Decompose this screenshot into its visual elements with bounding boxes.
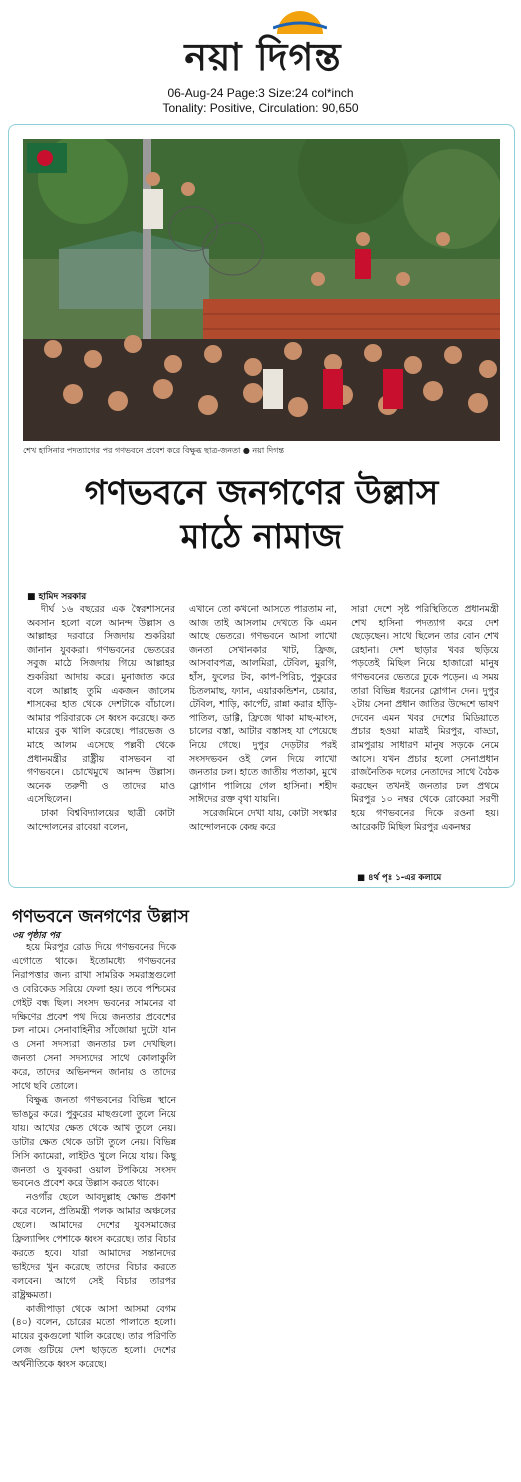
paragraph: নওগাঁর ছেলে আবদুল্লাহ ক্ষোভ প্রকাশ করে বলেন, প্রতিমন্ত্রী পলক আমার অঞ্চলের ছেলে। আমাদের দেশের যুবসমাজের ফ্রিল্যান্সিং পেশাকে ধ্বংস করেছে। তার বিচার করতে হবে। যারা আমাদের সন্তানদের ভাইদের খুন করেছে তাদের বিচার করতে বলবেন। আগে সেই বিচার তারপর রাষ্ট্রক্ষমতা।	[12, 1192, 176, 1301]
jump-subtitle: ৩য় পৃষ্ঠার পর	[12, 931, 61, 941]
clipping-header	[0, 0, 521, 118]
clipping-meta-tonality: Tonality: Positive, Circulation: 90,650	[162, 101, 359, 115]
article-headline	[9, 471, 514, 559]
newspaper-logo	[118, 8, 408, 80]
article-card	[8, 124, 515, 888]
jump-body	[12, 941, 176, 1372]
continued-note: ■ ৪র্থ পৃঃ ১-এর কলামে	[357, 873, 442, 883]
photo-caption: শেখ হাসিনার পদত্যাগের পর গণভবনে প্রবেশ করে বিক্ষুব্ধ ছাত্র-জনতা ● নয়া দিগন্ত	[23, 446, 285, 455]
crowd-photo-illustration	[23, 139, 500, 441]
news-photo	[23, 139, 500, 441]
paragraph: সারা দেশে সৃষ্ট পরিস্থিতিতে প্রধানমন্ত্রী শেখ হাসিনা পদত্যাগ করে দেশ ছেড়েছেন। সাথে ছিলেন তার বোন শেখ রেহানা। দেশ ছাড়ার খবর ছড়িয়ে পড়তেই মিছিল নিয়ে হাজারো মানুষ গণভবনের ভেতরে ঢুকে পড়েন। এ সময় তারা বিভিন্ন ধরনের স্লোগান দেন। দুপুর ২টায় সেনা প্রধান জাতির উদ্দেশে ভাষণ দেবেন এমন খবর দেশের মিডিয়াতে প্রচার হওয়া মাত্রই মিরপুর, বাড্ডা, রামপুরায় সাধারণ মানুষ সড়কে নেমে আসে। যখন প্রচার হলো সেনাপ্রধান রাজনৈতিক দলের নেতাদের সাথে বৈঠক করছেন তখনই জনতার ঢল প্রথমে মিরপুর ১০ নম্বর থেকে রোকেয়া সরণী হয়ে গণভবনের দিকে রওনা হয়। আরেকটি মিছিল মিরপুর একনম্বর	[351, 604, 499, 833]
paragraph: দীর্ঘ ১৬ বছরের এক স্বৈরশাসনের অবসান হলো বলে আনন্দ উল্লাস ও আল্লাহর দরবারে সিজদায় শুকরিয়া জানান যুবকরা। গণভবনের ভেতরের সবুজ মাঠে সিজদায় গিয়ে আল্লাহর শুকরিয়া আদায় করে। মুনাজাত করে বলে আল্লাহ তুমি একজন জালেম শাসকের হাত থেকে দেশটাকে বাঁচালে। আমার পরিবারকে সে ধ্বংস করেছে। কত মায়ের বুক খালি করেছে। পারভেজ ও মাহে আলম এসেছে পল্লবী থেকে প্রধানমন্ত্রীর রাষ্ট্রীয় বাসভবন বা গণভবনে। চোখেমুখে আনন্দ উল্লাস। অনেক তরুণী ও তাদের মাও এসেছিলেন।	[27, 604, 175, 806]
byline: ■ হামিদ সরকার	[27, 592, 87, 602]
headline-line-2: মাঠে নামাজ	[180, 517, 343, 557]
paragraph: বিক্ষুব্ধ জনতা গণভবনের বিভিন্ন স্থানে ভাঙচুর করে। পুকুরের মাছগুলো তুলে নিয়ে যায়। আখের ক্ষেত থেকে আখ তুলে নেয়। ডাটার ক্ষেত থেকে ডাটা তুলে নেয়। বিভিন্ন সিসি ক্যামেরা, লাইটও খুলে নিয়ে যায়। কিছু জনতা ও যুবকরা ওয়াল টপকিয়ে সংসদ ভবনেও প্রবেশ করে উল্লাস করতে থাকে।	[12, 1094, 176, 1190]
article-column-2	[189, 603, 337, 873]
clipping-meta-date: 06-Aug-24 Page:3 Size:24 col*inch	[167, 86, 354, 100]
article-column-1	[27, 603, 175, 873]
logo-text: নয়া দিগন্ত	[184, 35, 342, 79]
paragraph: সরেজমিনে দেখা যায়, কোটা সংস্কার আন্দোলনকে কেন্দ্র করে	[189, 807, 337, 833]
paragraph: কাজীপাড়া থেকে আসা আসমা বেগম (৪০) বলেন, চোরের মতো পালাতে হলো। মায়ের বুকগুলো খালি করেছে। তার পরিণতি লেজ গুটিয়ে দেশ ছাড়তে হলো। দেশের অর্থনীতিকে ধ্বংস করেছে।	[12, 1303, 176, 1371]
headline-line-1: গণভবনে জনগণের উল্লাস	[84, 473, 439, 513]
article-body	[27, 603, 499, 873]
paragraph: হয়ে মিরপুর রোড দিয়ে গণভবনের দিকে এগোতে থাকে। ইতোমধ্যে গণভবনের নিরাপত্তার জন্য রাখা সামরিক সমরাস্ত্রগুলো ও বেরিকেড সরিয়ে ফেলা হয়। তবে পশ্চিমের গেইট বন্ধ ছিল। সংসদ ভবনের সামনের বা দক্ষিণের প্রবেশ পথ দিয়ে জনতার প্রবেশের ঢল নামে। সেনাবাহিনীর সাঁজোয়া দুটো যান ও সেনা সদস্যরা জনতার ঢল দেখছিল। জনতা সেনা সদস্যদের সাথে কোলাকুলি করে, তাদের অভিনন্দন জানায় ও তাদের সাথে ছবি তোলে।	[12, 942, 176, 1093]
article-column-3	[351, 603, 499, 873]
jump-headline: গণভবনে জনগণের উল্লাস	[12, 907, 189, 927]
paragraph: ঢাকা বিশ্ববিদ্যালয়ের ছাত্রী কোটা আন্দোলনের রাবেয়া বলেন,	[27, 807, 175, 833]
paragraph: এখানে তো কখনো আসতে পারতাম না, আজ তাই আসলাম দেখতে কি এমন আছে ভেতরে। গণভবনে আসা লাখো জনতা সেখানকার খাট, ফ্রিজ, আসবাবপত্র, আলমিরা, টেবিল, মুরগি, হাঁস, ফুলের টব, কাপ-পিরিচ, পুকুরের চিতলমাছ, ফ্যান, এয়ারকন্ডিশন, চেয়ার, টেবিল, শাড়ি, কার্পেট, রান্না করার হাঁড়ি-পাতিল, ডাগ্গি, ফ্রিজে থাকা মাছ-মাংস, চালের বস্তা, আটার বস্তাসহ যা পেয়েছে নিয়ে গেছে। দুপুর দেড়টার পরই সংসদভবন ওই লেন দিয়ে লাখো জনতার ঢল। হাতে জাতীয় পতাকা, মুখে স্লোগান পালিয়ে গেল হাসিনা। শহীদ সাঈদের রক্ত বৃথা যায়নি।	[189, 604, 337, 806]
